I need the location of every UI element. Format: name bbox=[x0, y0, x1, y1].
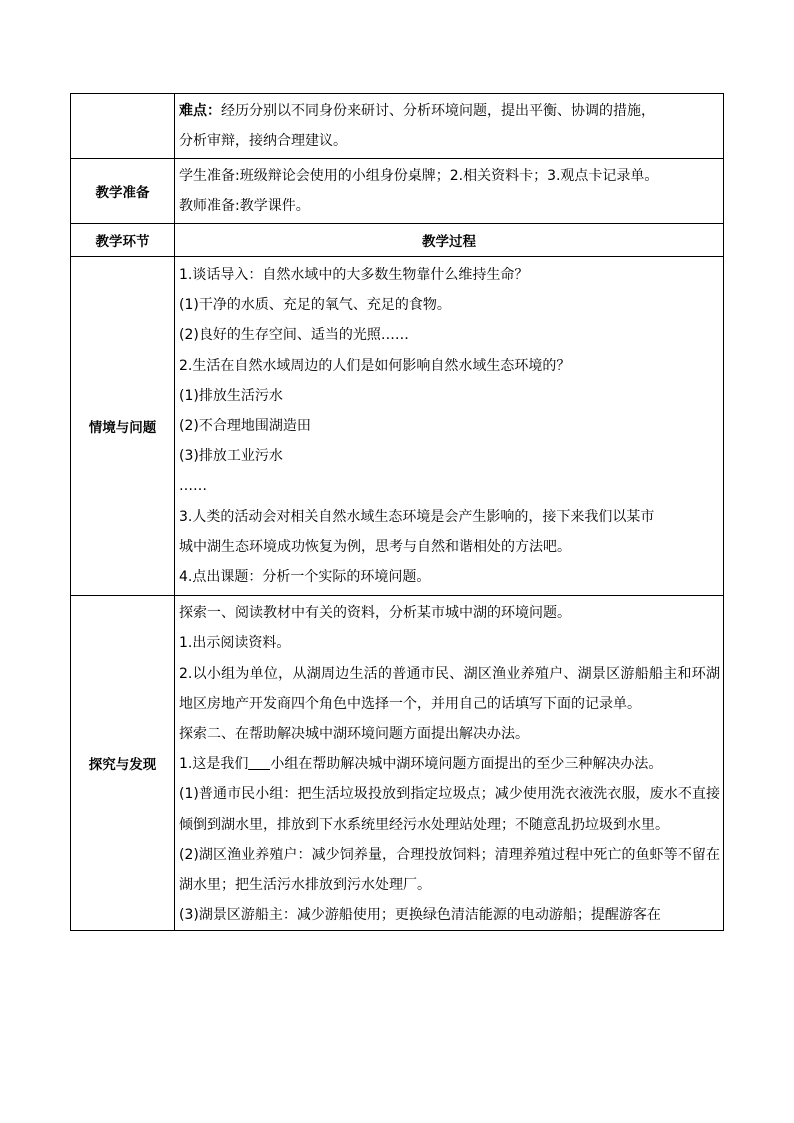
paragraph-line: (1)干净的水质、充足的氧气、充足的食物。 bbox=[179, 297, 451, 314]
paragraph-text: 小组在帮助解决城中湖环境问题方面提出的至少三种解决办法。 bbox=[270, 756, 663, 773]
difficulty-text: 分析审辩，接纳合理建议。 bbox=[179, 133, 347, 149]
paragraph-line: 4.点出课题：分析一个实际的环境问题。 bbox=[179, 569, 431, 586]
situation-content bbox=[175, 257, 724, 596]
difficulty-text: 经历分别以不同身份来研讨、分析环境问题，提出平衡、协调的措施， bbox=[221, 102, 655, 119]
difficulty-label-cell bbox=[71, 94, 175, 159]
paragraph-line: 1.谈话导入：自然水域中的大多数生物靠什么维持生命？ bbox=[179, 267, 529, 283]
student-preparation: 学生准备:班级辩论会使用的小组身份桌牌；2.相关资料卡；3.观点卡记录单。 bbox=[179, 167, 659, 184]
paragraph-text: 1.这是我们 bbox=[179, 756, 249, 773]
paragraph-line: 探索二、在帮助解决城中湖环境问题方面提出解决办法。 bbox=[179, 726, 529, 743]
paragraph-line: (3)排放工业污水 bbox=[179, 448, 283, 465]
paragraph-line: (1)排放生活污水 bbox=[179, 387, 283, 404]
paragraph: (1)普通市民小组：把生活垃圾投放到指定垃圾点；减少使用洗衣液洗衣服，废水不直接倾倒到湖水里，排放到下水系统里经污水处理站处理；不随意乱扔垃圾到水里。 bbox=[179, 786, 720, 833]
paragraph-line: (2)良好的生存空间、适当的光照…… bbox=[179, 327, 409, 344]
header-row bbox=[71, 224, 724, 257]
paragraph-line bbox=[179, 749, 720, 779]
preparation-content bbox=[175, 159, 724, 224]
process-header: 教学过程 bbox=[175, 224, 724, 257]
paragraph-line: 探索一、阅读教材中有关的资料，分析某市城中湖的环境问题。 bbox=[179, 605, 571, 622]
explore-content bbox=[175, 596, 724, 931]
difficulty-content bbox=[175, 94, 724, 159]
difficulty-row bbox=[71, 94, 724, 159]
preparation-label: 教学准备 bbox=[71, 159, 175, 224]
explore-row bbox=[71, 596, 724, 931]
situation-row bbox=[71, 257, 724, 596]
paragraph-line: (2)不合理地围湖造田 bbox=[179, 418, 311, 435]
paragraph: (2)湖区渔业养殖户：减少饲养量，合理投放饲料；清理养殖过程中死亡的鱼虾等不留在湖水里；把生活污水排放到污水处理厂。 bbox=[179, 846, 720, 894]
situation-label: 情境与问题 bbox=[71, 257, 175, 596]
fill-blank bbox=[248, 755, 270, 770]
paragraph-line: 3.人类的活动会对相关自然水域生态环境是会产生影响的，接下来我们以某市 bbox=[179, 508, 655, 525]
lesson-plan-table bbox=[70, 93, 724, 931]
paragraph-line: 城中湖生态环境成功恢复为例，思考与自然和谐相处的方法吧。 bbox=[179, 538, 571, 555]
preparation-row bbox=[71, 159, 724, 224]
paragraph-line: 2.生活在自然水域周边的人们是如何影响自然水域生态环境的？ bbox=[179, 357, 571, 374]
teacher-preparation: 教师准备:教学课件。 bbox=[179, 198, 310, 214]
paragraph-line: 1.出示阅读资料。 bbox=[179, 635, 291, 652]
difficulty-label: 难点： bbox=[179, 102, 221, 119]
paragraph: 2.以小组为单位，从湖周边生活的普通市民、湖区渔业养殖户、湖景区游船船主和环湖地区房地产开发商四个角色中选择一个，并用自己的话填写下面的记录单。 bbox=[179, 665, 720, 712]
explore-label: 探究与发现 bbox=[71, 596, 175, 931]
paragraph-line: …… bbox=[179, 478, 207, 495]
stage-header: 教学环节 bbox=[71, 224, 175, 257]
paragraph-line: (3)湖景区游船主：减少游船使用；更换绿色清洁能源的电动游船；提醒游客在 bbox=[179, 907, 661, 924]
